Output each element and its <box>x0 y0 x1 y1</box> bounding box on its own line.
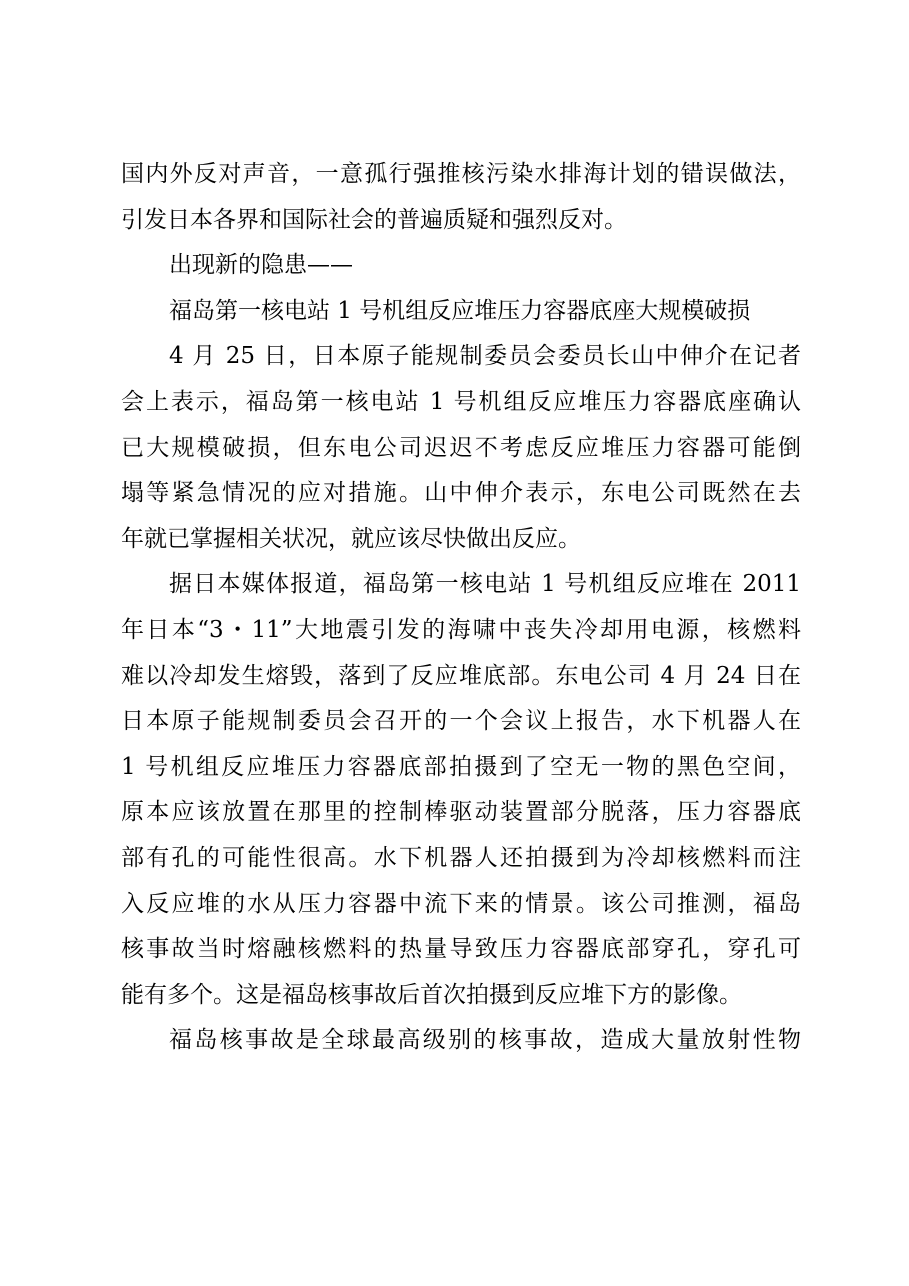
text-line: 塌等紧急情况的应对措施。山中伸介表示，东电公司既然在去 <box>121 480 801 507</box>
text-line: 能有多个。这是福岛核事故后首次拍摄到反应堆下方的影像。 <box>121 981 742 1008</box>
text-line: 年日本“3・11”大地震引发的海啸中丧失冷却用电源，核燃料 <box>121 616 801 643</box>
text-line: 日本原子能规制委员会召开的一个会议上报告，水下机器人在 <box>121 708 801 735</box>
text-line: 4 月 25 日，日本原子能规制委员会委员长山中伸介在记者 <box>169 343 801 370</box>
text-line: 1 号机组反应堆压力容器底部拍摄到了空无一物的黑色空间， <box>121 753 801 780</box>
text-line: 据日本媒体报道，福岛第一核电站 1 号机组反应堆在 2011 <box>169 571 801 598</box>
text-line: 引发日本各界和国际社会的普遍质疑和强烈反对。 <box>121 206 627 233</box>
text-line: 难以冷却发生熔毁，落到了反应堆底部。东电公司 4 月 24 日在 <box>121 662 801 689</box>
text-line: 已大规模破损，但东电公司迟迟不考虑反应堆压力容器可能倒 <box>121 434 801 461</box>
document-body <box>121 152 801 1064</box>
text-line: 出现新的隐患—— <box>169 252 353 279</box>
text-line: 年就已掌握相关状况，就应该尽快做出反应。 <box>121 525 581 552</box>
text-line: 原本应该放置在那里的控制棒驱动装置部分脱落，压力容器底 <box>121 799 801 826</box>
text-line: 福岛第一核电站 1 号机组反应堆压力容器底座大规模破损 <box>169 297 751 324</box>
text-line: 部有孔的可能性很高。水下机器人还拍摄到为冷却核燃料而注 <box>121 844 801 871</box>
text-line: 核事故当时熔融核燃料的热量导致压力容器底部穿孔，穿孔可 <box>121 936 801 963</box>
text-line: 福岛核事故是全球最高级别的核事故，造成大量放射性物 <box>169 1027 801 1054</box>
text-line: 会上表示，福岛第一核电站 1 号机组反应堆压力容器底座确认 <box>121 388 801 415</box>
text-line: 国内外反对声音，一意孤行强推核污染水排海计划的错误做法， <box>121 161 801 187</box>
text-line: 入反应堆的水从压力容器中流下来的情景。该公司推测，福岛 <box>121 890 801 917</box>
